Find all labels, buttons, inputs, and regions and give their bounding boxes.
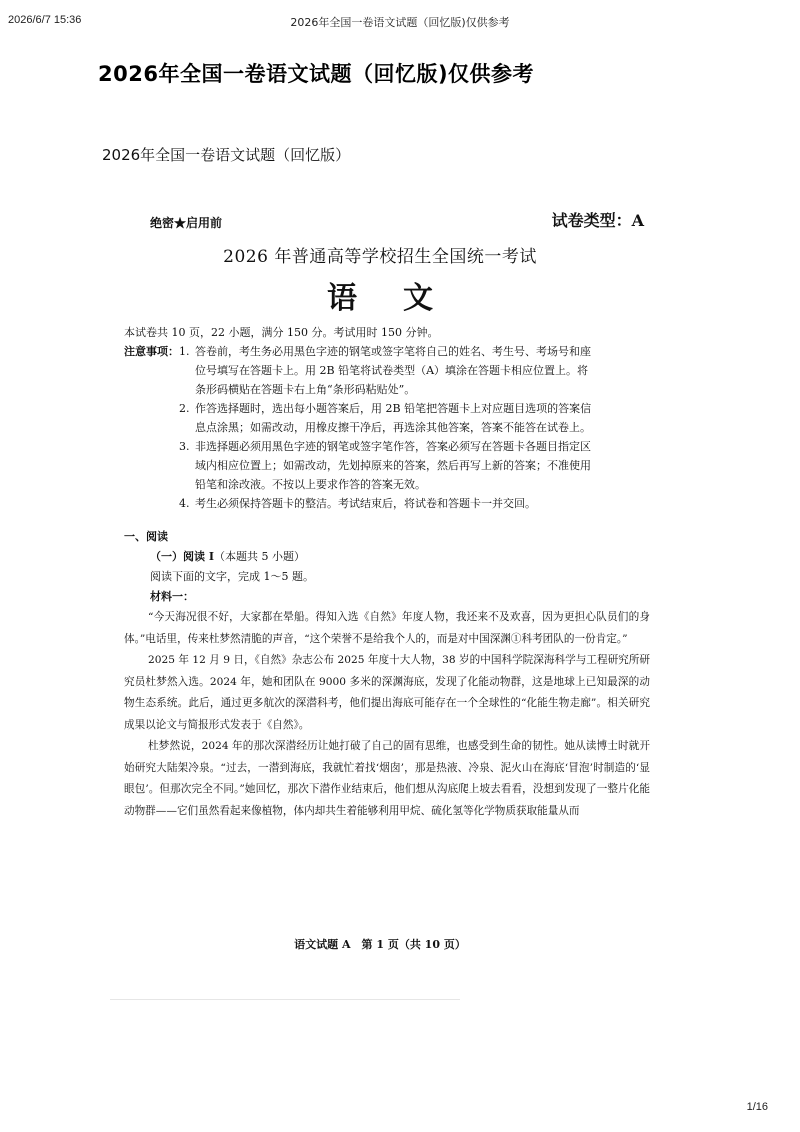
notice-number: 4. [179, 497, 190, 510]
notice-item [179, 399, 599, 437]
notice-item [179, 342, 599, 399]
section-heading: 一、阅读 [124, 530, 168, 543]
notice-number: 3. [179, 440, 190, 453]
print-header-title: 2026年全国一卷语文试题（回忆版)仅供参考 [290, 16, 510, 29]
notice-label: 注意事项： [124, 345, 179, 358]
secret-label: 绝密★启用前 [150, 216, 223, 230]
passage-paragraph: “今天海况很不好，大家都在晕船。得知入选《自然》年度人物，我还来不及欢喜，因为更担心队员们的身体。”电话里，传来杜梦然清脆的声音，“这个荣誉不是给我个人的，而是对中国深渊①科考团队的一份肯定。” [124, 611, 650, 645]
notice-list [179, 342, 599, 513]
notice-text: 答卷前，考生务必用黑色字迹的钢笔或签字笔将自己的姓名、考生号、考场号和座位号填写在答题卡上。用 2B 铅笔将试卷类型（A）填涂在答题卡相应位置上。将条形码横贴在答题卡右上角“条形码粘贴处”。 [195, 345, 591, 396]
material-label: 材料一： [150, 590, 194, 603]
document-title: 2026年全国一卷语文试题（回忆版)仅供参考 [98, 62, 535, 86]
passage-paragraph: 2025 年 12 月 9 日，《自然》杂志公布 2025 年度十大人物，38 岁的中国科学院深海科学与工程研究所研究员杜梦然入选。2024 年，她和团队在 9000 多米的深渊海底，发现了化能动物群，这是地球上已知最深的动物生态系统。此后，通过更多航次的深潜科考，他们提出海底可能存在一个全球性的“化能生物走廊”。相关研究成果以论文与简报形式发表于《自然》。 [124, 654, 650, 731]
page-number: 1/16 [746, 1101, 768, 1113]
notice-text: 考生必须保持答题卡的整洁。考试结束后，将试卷和答题卡一并交回。 [195, 497, 536, 510]
divider [110, 999, 460, 1000]
exam-top-row [110, 206, 650, 240]
document-subtitle: 2026年全国一卷语文试题（回忆版） [102, 146, 351, 164]
notice-item [179, 494, 599, 513]
subsection-heading [150, 547, 650, 567]
notice-number: 2. [179, 402, 190, 415]
notice-item [179, 437, 599, 494]
notice-text: 作答选择题时，选出每小题答案后，用 2B 铅笔把答题卡上对应题目选项的答案信息点涂黑；如需改动，用橡皮擦干净后，再选涂其他答案，答案不能答在试卷上。 [195, 402, 592, 434]
exam-page-scan [110, 206, 650, 954]
reading-instruction: 阅读下面的文字，完成 1～5 题。 [150, 570, 314, 583]
print-datetime: 2026/6/7 15:36 [8, 14, 82, 26]
paper-type-label: 试卷类型：A [551, 211, 644, 230]
subject-title: 语文 [327, 281, 479, 316]
notice-number: 1. [179, 345, 190, 358]
passage-paragraph: 杜梦然说，2024 年的那次深潜经历让她打破了自己的固有思维，也感受到生命的韧性。她从读博士时就开始研究大陆架冷泉。“过去，一潜到海底，我就忙着找‘烟囱’，那是热液、冷泉、泥火山在海底‘冒泡’时制造的‘显眼包’。但那次完全不同。”她回忆，那次下潜作业结束后，他们想从沟底爬上坡去看看，没想到发现了一整片化能动物群——它们虽然看起来像植物，体内却共生着能够利用甲烷、硫化氢等化学物质获取能量从而 [124, 740, 650, 817]
notice-text: 非选择题必须用黑色字迹的钢笔或签字笔作答，答案必须写在答题卡各题目指定区域内相应位置上；如需改动，先划掉原来的答案，然后再写上新的答案；不准使用铅笔和涂改液。不按以上要求作答的答案无效。 [195, 440, 591, 491]
subsection-title: （一）阅读 I [150, 550, 214, 563]
notice-block [124, 342, 650, 513]
exam-intro [124, 323, 650, 342]
subsection-note: （本题共 5 小题） [213, 550, 305, 563]
exam-page-footer: 语文试题 A 第 1 页（共 10 页） [294, 938, 466, 951]
exam-title: 2026 年普通高等学校招生全国统一考试 [223, 247, 537, 267]
intro-text: 本试卷共 10 页，22 小题，满分 150 分。考试用时 150 分钟。 [124, 326, 439, 339]
